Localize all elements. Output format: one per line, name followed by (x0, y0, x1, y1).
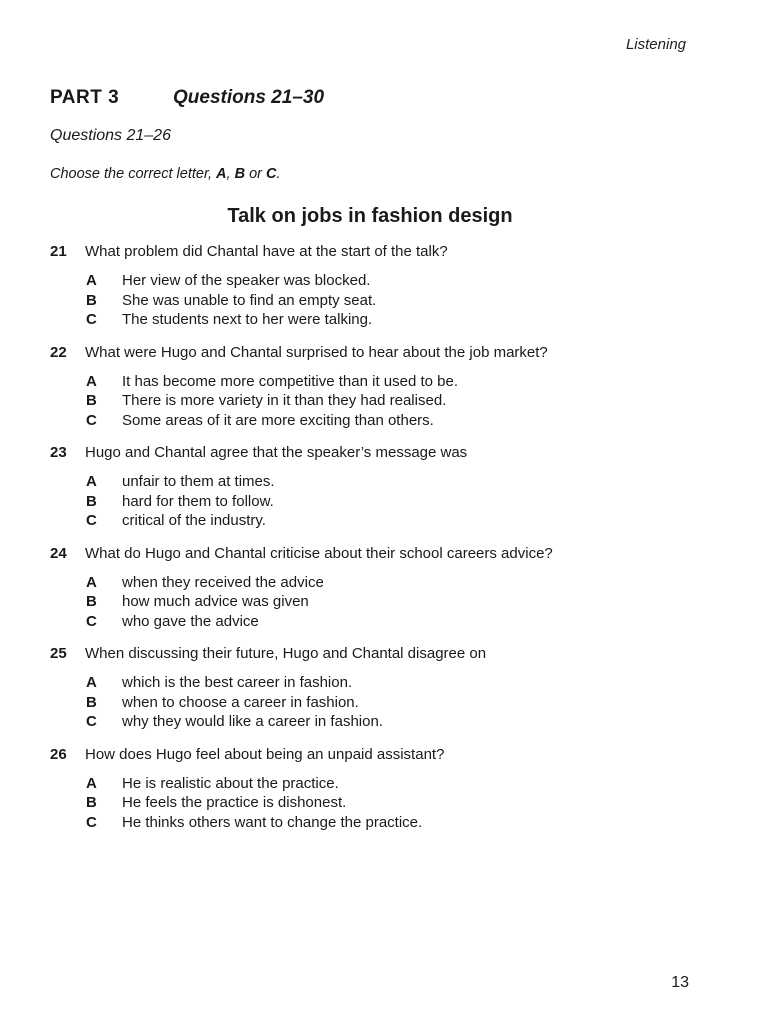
option-text: It has become more competitive than it used to be. (122, 372, 459, 390)
question-text: Hugo and Chantal agree that the speaker’s message was (85, 444, 468, 461)
letter-c: C (266, 166, 277, 182)
question-number: 25 (50, 645, 67, 662)
option-c (50, 813, 740, 833)
answer-options (50, 271, 740, 330)
option-text: She was unable to find an empty seat. (122, 291, 377, 309)
question-number: 24 (50, 544, 67, 562)
option-letter: B (86, 794, 97, 811)
option-a (50, 472, 740, 492)
question-number: 23 (50, 444, 67, 461)
questions-subheading: Questions 21–26 (50, 127, 171, 144)
option-letter: C (86, 512, 97, 529)
option-b (50, 793, 740, 813)
questions-range: Questions 21–30 (173, 87, 325, 108)
question-text: When discussing their future, Hugo and Chantal disagree on (85, 645, 487, 662)
option-b (50, 492, 740, 512)
option-text: who gave the advice (122, 612, 259, 630)
option-a (50, 774, 740, 794)
instruction-or: or (245, 166, 267, 182)
option-b (50, 693, 740, 713)
option-letter: C (86, 813, 97, 831)
question-number: 26 (50, 745, 67, 763)
option-text: how much advice was given (122, 593, 309, 610)
question-number: 21 (50, 243, 67, 260)
question-line (50, 242, 740, 262)
answer-options (50, 573, 740, 632)
option-text: hard for them to follow. (122, 492, 274, 510)
option-text: Her view of the speaker was blocked. (122, 272, 371, 289)
option-a (50, 573, 740, 593)
question-list (50, 242, 740, 845)
question-line (50, 343, 740, 363)
option-text: There is more variety in it than they had realised. (122, 392, 447, 409)
option-letter: A (86, 774, 97, 792)
letter-a: A (216, 166, 227, 182)
option-a (50, 673, 740, 693)
option-letter: C (86, 311, 97, 328)
option-text: He feels the practice is dishonest. (122, 794, 347, 811)
question-24 (50, 544, 740, 632)
question-line (50, 544, 740, 564)
option-letter: B (86, 392, 97, 409)
option-letter: C (86, 713, 97, 730)
option-text: unfair to them at times. (122, 473, 275, 490)
question-22 (50, 343, 740, 431)
question-26 (50, 745, 740, 833)
question-text: What were Hugo and Chantal surprised to hear about the job market? (85, 343, 548, 361)
option-letter: A (86, 473, 97, 490)
instruction-prefix: Choose the correct letter, (50, 166, 217, 182)
option-text: He is realistic about the practice. (122, 774, 339, 792)
option-letter: A (86, 372, 97, 390)
letter-b: B (234, 166, 246, 182)
question-line (50, 745, 740, 765)
answer-options (50, 472, 740, 531)
option-letter: A (86, 674, 97, 691)
option-c (50, 511, 740, 531)
option-a (50, 271, 740, 291)
instruction-sep: , (226, 166, 235, 182)
answer-options (50, 372, 740, 431)
answer-options (50, 774, 740, 833)
question-text: What problem did Chantal have at the start of the talk? (85, 243, 448, 260)
question-21 (50, 242, 740, 330)
talk-title: Talk on jobs in fashion design (227, 205, 513, 227)
instruction (50, 166, 281, 182)
option-text: Some areas of it are more exciting than others. (122, 411, 434, 429)
option-letter: B (86, 693, 97, 711)
part-label: PART 3 (50, 87, 120, 108)
option-b (50, 592, 740, 612)
option-b (50, 291, 740, 311)
option-text: critical of the industry. (122, 512, 266, 529)
option-c (50, 612, 740, 632)
option-letter: C (86, 411, 97, 429)
option-c (50, 411, 740, 431)
option-text: which is the best career in fashion. (122, 674, 353, 691)
option-letter: B (86, 492, 97, 510)
option-letter: A (86, 573, 97, 591)
option-a (50, 372, 740, 392)
answer-options (50, 673, 740, 732)
option-c (50, 712, 740, 732)
option-text: He thinks others want to change the practice. (122, 813, 423, 831)
option-b (50, 391, 740, 411)
option-text: when to choose a career in fashion. (122, 693, 359, 711)
question-text: What do Hugo and Chantal criticise about their school careers advice? (85, 544, 553, 562)
option-letter: B (86, 291, 97, 309)
option-text: why they would like a career in fashion. (122, 713, 383, 730)
question-23 (50, 443, 740, 531)
question-line (50, 443, 740, 463)
page-number: 13 (671, 974, 689, 991)
question-text: How does Hugo feel about being an unpaid assistant? (85, 745, 445, 763)
option-letter: B (86, 593, 97, 610)
option-letter: C (86, 612, 97, 630)
instruction-suffix: . (276, 166, 281, 182)
section-header: Listening (625, 36, 686, 53)
option-text: The students next to her were talking. (122, 311, 373, 328)
part-heading (50, 87, 325, 109)
question-25 (50, 644, 740, 732)
option-letter: A (86, 272, 97, 289)
question-line (50, 644, 740, 664)
question-number: 22 (50, 343, 67, 361)
option-c (50, 310, 740, 330)
option-text: when they received the advice (122, 573, 324, 591)
